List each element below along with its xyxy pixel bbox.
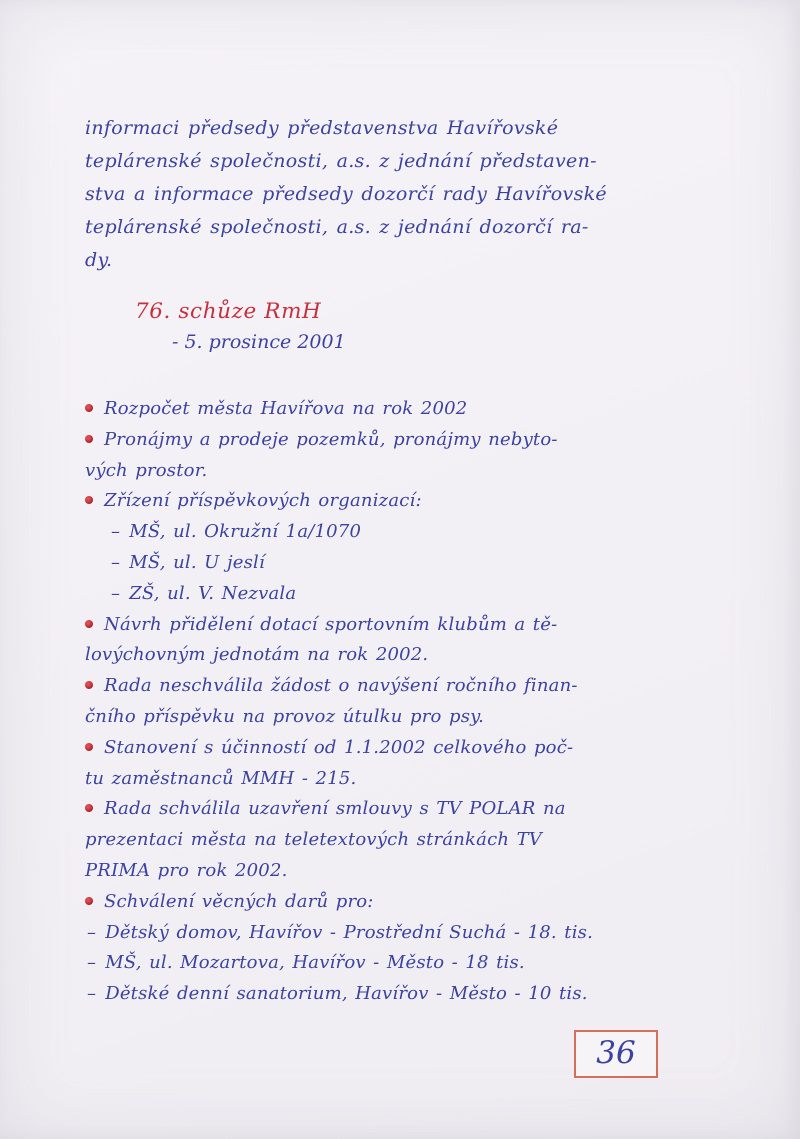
dash-marker: – bbox=[111, 521, 121, 543]
agenda-item-text: Návrh přidělení dotací sportovním klubům a tě- bbox=[104, 613, 558, 635]
intro-line: teplárenské společnosti, a.s. z jednání představen- bbox=[85, 150, 597, 172]
agenda-item-line bbox=[85, 486, 645, 517]
dash-marker: – bbox=[111, 551, 121, 573]
dash-marker: – bbox=[87, 952, 97, 974]
bullet-dot-icon bbox=[85, 681, 93, 689]
agenda-item-line bbox=[85, 610, 645, 641]
agenda-item-line bbox=[85, 733, 645, 764]
agenda-subitem-text: Dětské denní sanatorium, Havířov - Město - 10 tis. bbox=[105, 983, 588, 1005]
dash-marker: – bbox=[87, 983, 97, 1005]
agenda-item-line bbox=[85, 794, 645, 825]
intro-line: informaci předsedy představenstva Havířovské bbox=[85, 117, 559, 139]
agenda-item-text: Zřízení příspěvkových organizací: bbox=[104, 490, 422, 512]
agenda-subitem-line bbox=[85, 517, 645, 548]
agenda-item-text: Rada schválila uzavření smlouvy s TV POLAR na bbox=[104, 798, 566, 820]
meeting-date: - 5. prosince 2001 bbox=[172, 331, 346, 353]
agenda-item-line bbox=[85, 394, 645, 425]
agenda-item-text: PRIMA pro rok 2002. bbox=[85, 859, 288, 881]
agenda-item-text: Stanovení s účinností od 1.1.2002 celkového poč- bbox=[104, 736, 574, 758]
intro-paragraph bbox=[85, 112, 607, 277]
agenda-item-line bbox=[85, 887, 645, 918]
bullet-dot-icon bbox=[85, 496, 93, 504]
bullet-dot-icon bbox=[85, 435, 93, 443]
agenda-subitem-line bbox=[85, 579, 645, 610]
agenda-item-line bbox=[85, 825, 645, 856]
agenda-item-text: čního příspěvku na provoz útulku pro psy. bbox=[85, 705, 485, 727]
agenda-subitem-text: Dětský domov, Havířov - Prostřední Suchá - 18. tis. bbox=[105, 921, 594, 943]
agenda-item-line bbox=[85, 456, 645, 487]
intro-line: stva a informace předsedy dozorčí rady Havířovské bbox=[85, 183, 607, 205]
agenda-subitem-text: MŠ, ul. Okružní 1a/1070 bbox=[129, 521, 362, 543]
agenda-item-text: Schválení věcných darů pro: bbox=[104, 890, 374, 912]
intro-line: dy. bbox=[85, 249, 113, 271]
bullet-dot-icon bbox=[85, 804, 93, 812]
page-number: 36 bbox=[596, 1035, 636, 1071]
agenda-item-text: tu zaměstnanců MMH - 215. bbox=[85, 767, 357, 789]
agenda-subitem-text: ZŠ, ul. V. Nezvala bbox=[129, 582, 297, 604]
agenda-item-text: Pronájmy a prodeje pozemků, pronájmy nebyto- bbox=[104, 428, 558, 450]
agenda-item-line bbox=[85, 640, 645, 671]
agenda-subitem-line bbox=[85, 918, 645, 949]
agenda-item-text: lovýchovným jednotám na rok 2002. bbox=[85, 644, 429, 666]
agenda-item-text: vých prostor. bbox=[85, 459, 208, 481]
agenda-item-text: Rozpočet města Havířova na rok 2002 bbox=[104, 398, 468, 419]
agenda-item-line bbox=[85, 702, 645, 733]
agenda-subitem-text: MŠ, ul. Mozartova, Havířov - Město - 18 tis. bbox=[105, 952, 525, 974]
intro-line: teplárenské společnosti, a.s. z jednání dozorčí ra- bbox=[85, 216, 589, 238]
meeting-title: 76. schůze RmH bbox=[135, 299, 322, 324]
agenda-item-line bbox=[85, 425, 645, 456]
bullet-dot-icon bbox=[85, 897, 93, 905]
agenda-subitem-line bbox=[85, 948, 645, 979]
agenda-list bbox=[85, 394, 645, 1010]
dash-marker: – bbox=[87, 921, 97, 943]
agenda-item-text: Rada neschválila žádost o navýšení ročního finan- bbox=[104, 675, 578, 697]
agenda-item-line bbox=[85, 671, 645, 702]
agenda-subitem-line bbox=[85, 979, 645, 1010]
dash-marker: – bbox=[111, 582, 121, 604]
agenda-subitem-text: MŠ, ul. U jeslí bbox=[129, 551, 265, 573]
agenda-subitem-line bbox=[85, 548, 645, 579]
agenda-item-line bbox=[85, 856, 645, 887]
bullet-dot-icon bbox=[85, 620, 93, 628]
meeting-heading bbox=[135, 299, 346, 353]
agenda-item-line bbox=[85, 764, 645, 795]
page-number-box bbox=[574, 1030, 658, 1078]
agenda-item-text: prezentaci města na teletextových stránkách TV bbox=[85, 829, 542, 851]
bullet-dot-icon bbox=[85, 404, 93, 412]
bullet-dot-icon bbox=[85, 743, 93, 751]
